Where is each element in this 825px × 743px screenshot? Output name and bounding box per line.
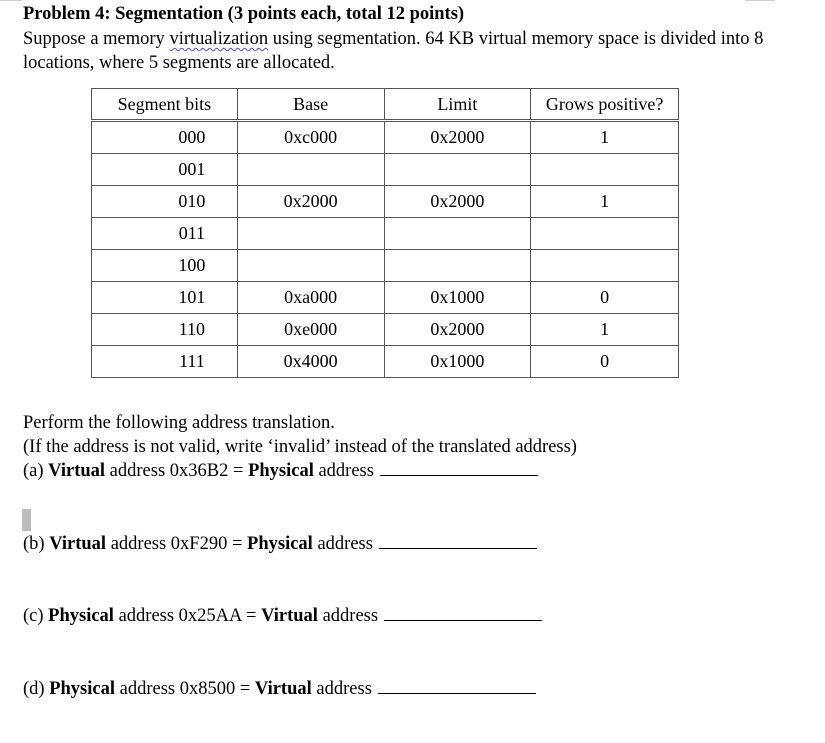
table-row [92,218,679,250]
cell-segment-bits: 111 [92,346,238,378]
cell-base: 0xc000 [237,121,384,154]
question-keyword: Virtual [49,534,107,554]
cell-segment-bits: 000 [92,121,238,154]
cell-segment-bits: 100 [92,250,238,282]
instructions [23,411,577,459]
question-prefix: (a) [23,461,49,481]
cell-limit: 0x2000 [384,314,531,346]
cell-base: 0x4000 [237,346,384,378]
question-c [23,604,542,627]
top-rule-left [0,0,22,1]
question-keyword: Virtual [48,461,106,481]
cell-segment-bits: 010 [92,186,238,218]
cell-limit: 0x1000 [384,282,531,314]
question-text: address 0x36B2 = [105,461,249,481]
intro-after: using segmentation. 64 KB virtual memory space is divided into 8 locations, where 5 segments are allocated. [23,29,764,73]
text-cursor [22,509,31,531]
table-row [92,121,679,154]
question-keyword: Physical [247,534,313,554]
cell-grows-positive [531,154,679,186]
cell-limit [384,154,531,186]
cell-segment-bits: 101 [92,282,238,314]
question-keyword: Physical [48,606,114,626]
cell-limit: 0x2000 [384,121,531,154]
cell-base: 0x2000 [237,186,384,218]
table-row [92,346,679,378]
answer-blank[interactable] [378,677,536,694]
question-prefix: (d) [23,679,50,699]
header-grows-positive: Grows positive? [531,89,679,121]
instructions-line-2: (If the address is not valid, write ‘invalid’ instead of the translated address) [23,437,577,457]
answer-blank[interactable] [379,532,537,549]
question-text: address [317,606,379,626]
cell-segment-bits: 001 [92,154,238,186]
cell-grows-positive: 0 [531,346,679,378]
question-b [23,532,537,555]
cell-grows-positive: 0 [531,282,679,314]
problem-intro [23,27,783,75]
cell-grows-positive: 1 [531,186,679,218]
cell-grows-positive [531,218,679,250]
cell-segment-bits: 110 [92,314,238,346]
cell-segment-bits: 011 [92,218,238,250]
cell-base [237,154,384,186]
question-prefix: (c) [23,606,49,626]
header-limit: Limit [384,89,531,121]
cell-limit [384,218,531,250]
cell-base: 0xe000 [237,314,384,346]
table-row [92,154,679,186]
cell-base: 0xa000 [237,282,384,314]
question-text: address [311,679,372,699]
question-text: address [313,461,374,481]
question-text: address 0xF290 = [106,534,248,554]
table-row [92,186,679,218]
cell-limit [384,250,531,282]
question-text: address 0x8500 = [114,679,255,699]
question-keyword: Virtual [254,679,312,699]
instructions-line-1: Perform the following address translation. [23,413,335,433]
cell-grows-positive: 1 [531,121,679,154]
intro-before: Suppose a memory [23,29,170,49]
cell-limit: 0x1000 [384,346,531,378]
problem-title: Problem 4: Segmentation (3 points each, total 12 points) [23,4,465,24]
cell-grows-positive [531,250,679,282]
question-d [23,677,536,700]
cell-limit: 0x2000 [384,186,531,218]
cell-base [237,218,384,250]
question-keyword: Virtual [261,606,318,626]
answer-blank[interactable] [384,604,542,621]
question-prefix: (b) [23,534,50,554]
answer-blank[interactable] [380,459,538,476]
question-keyword: Physical [49,679,115,699]
table-row [92,250,679,282]
cell-grows-positive: 1 [531,314,679,346]
top-rule-right [745,0,775,1]
segment-table [91,88,679,378]
header-base: Base [237,89,384,121]
question-text: address 0x25AA = [113,606,262,626]
question-keyword: Physical [248,461,314,481]
table-row [92,314,679,346]
question-text: address [312,534,373,554]
question-a [23,459,538,482]
table-header-row [92,89,679,121]
header-segment-bits: Segment bits [92,89,238,121]
spellcheck-word: virtualization [169,29,269,49]
table-row [92,282,679,314]
cell-base [237,250,384,282]
